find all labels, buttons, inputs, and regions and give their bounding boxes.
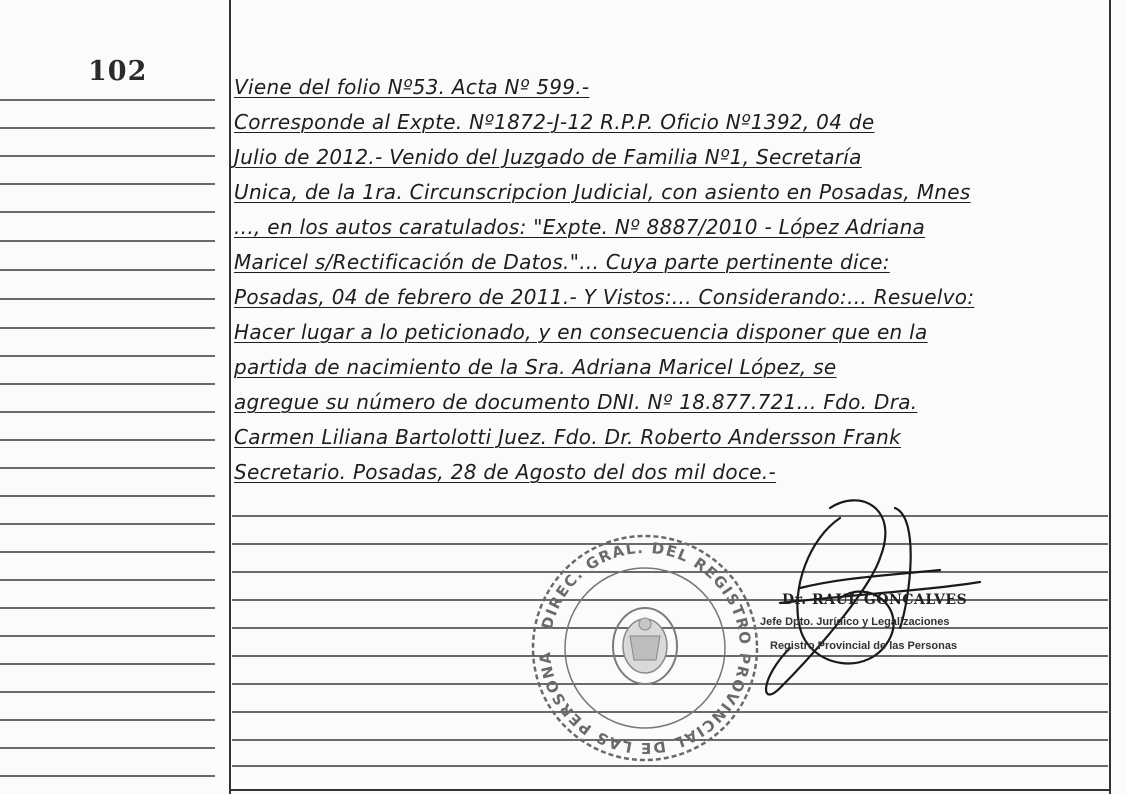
folio-number: 102 xyxy=(88,56,148,87)
text-line: Corresponde al Expte. Nº1872-J-12 R.P.P. Oficio Nº1392, 04 de xyxy=(234,110,875,134)
coat-of-arms-icon xyxy=(613,608,677,684)
text-line: partida de nacimiento de la Sra. Adriana Maricel López, se xyxy=(234,355,837,379)
text-line: agregue su número de documento DNI. Nº 18.877.721... Fdo. Dra. xyxy=(234,390,918,414)
text-line: Posadas, 04 de febrero de 2011.- Y Vistos:... Considerando:... Resuelvo: xyxy=(234,285,975,309)
signer-title: Jefe Dpto. Jurídico y Legalizaciones xyxy=(760,616,950,628)
text-line: Hacer lugar a lo peticionado, y en consecuencia disponer que en la xyxy=(234,320,928,344)
signer-office: Registro Provincial de las Personas xyxy=(770,640,958,652)
signer-name: Dr. RAUL GONCALVES xyxy=(782,592,968,608)
stamp-text: DIREC. GRAL. DEL REGISTRO PROVINCIAL DE LAS PERSONA xyxy=(535,538,755,758)
text-line: Maricel s/Rectificación de Datos."... Cuya parte pertinente dice: xyxy=(234,250,890,274)
text-line: Secretario. Posadas, 28 de Agosto del dos mil doce.- xyxy=(234,460,777,484)
text-line: Julio de 2012.- Venido del Juzgado de Familia Nº1, Secretaría xyxy=(234,145,862,169)
text-line: Carmen Liliana Bartolotti Juez. Fdo. Dr. Roberto Andersson Frank xyxy=(234,425,901,449)
text-line: Unica, de la 1ra. Circunscripcion Judicial, con asiento en Posadas, Mnes xyxy=(234,180,971,204)
text-line: Viene del folio Nº53. Acta Nº 599.- xyxy=(234,75,590,99)
text-line: ..., en los autos caratulados: "Expte. Nº 8887/2010 - López Adriana xyxy=(234,215,926,239)
